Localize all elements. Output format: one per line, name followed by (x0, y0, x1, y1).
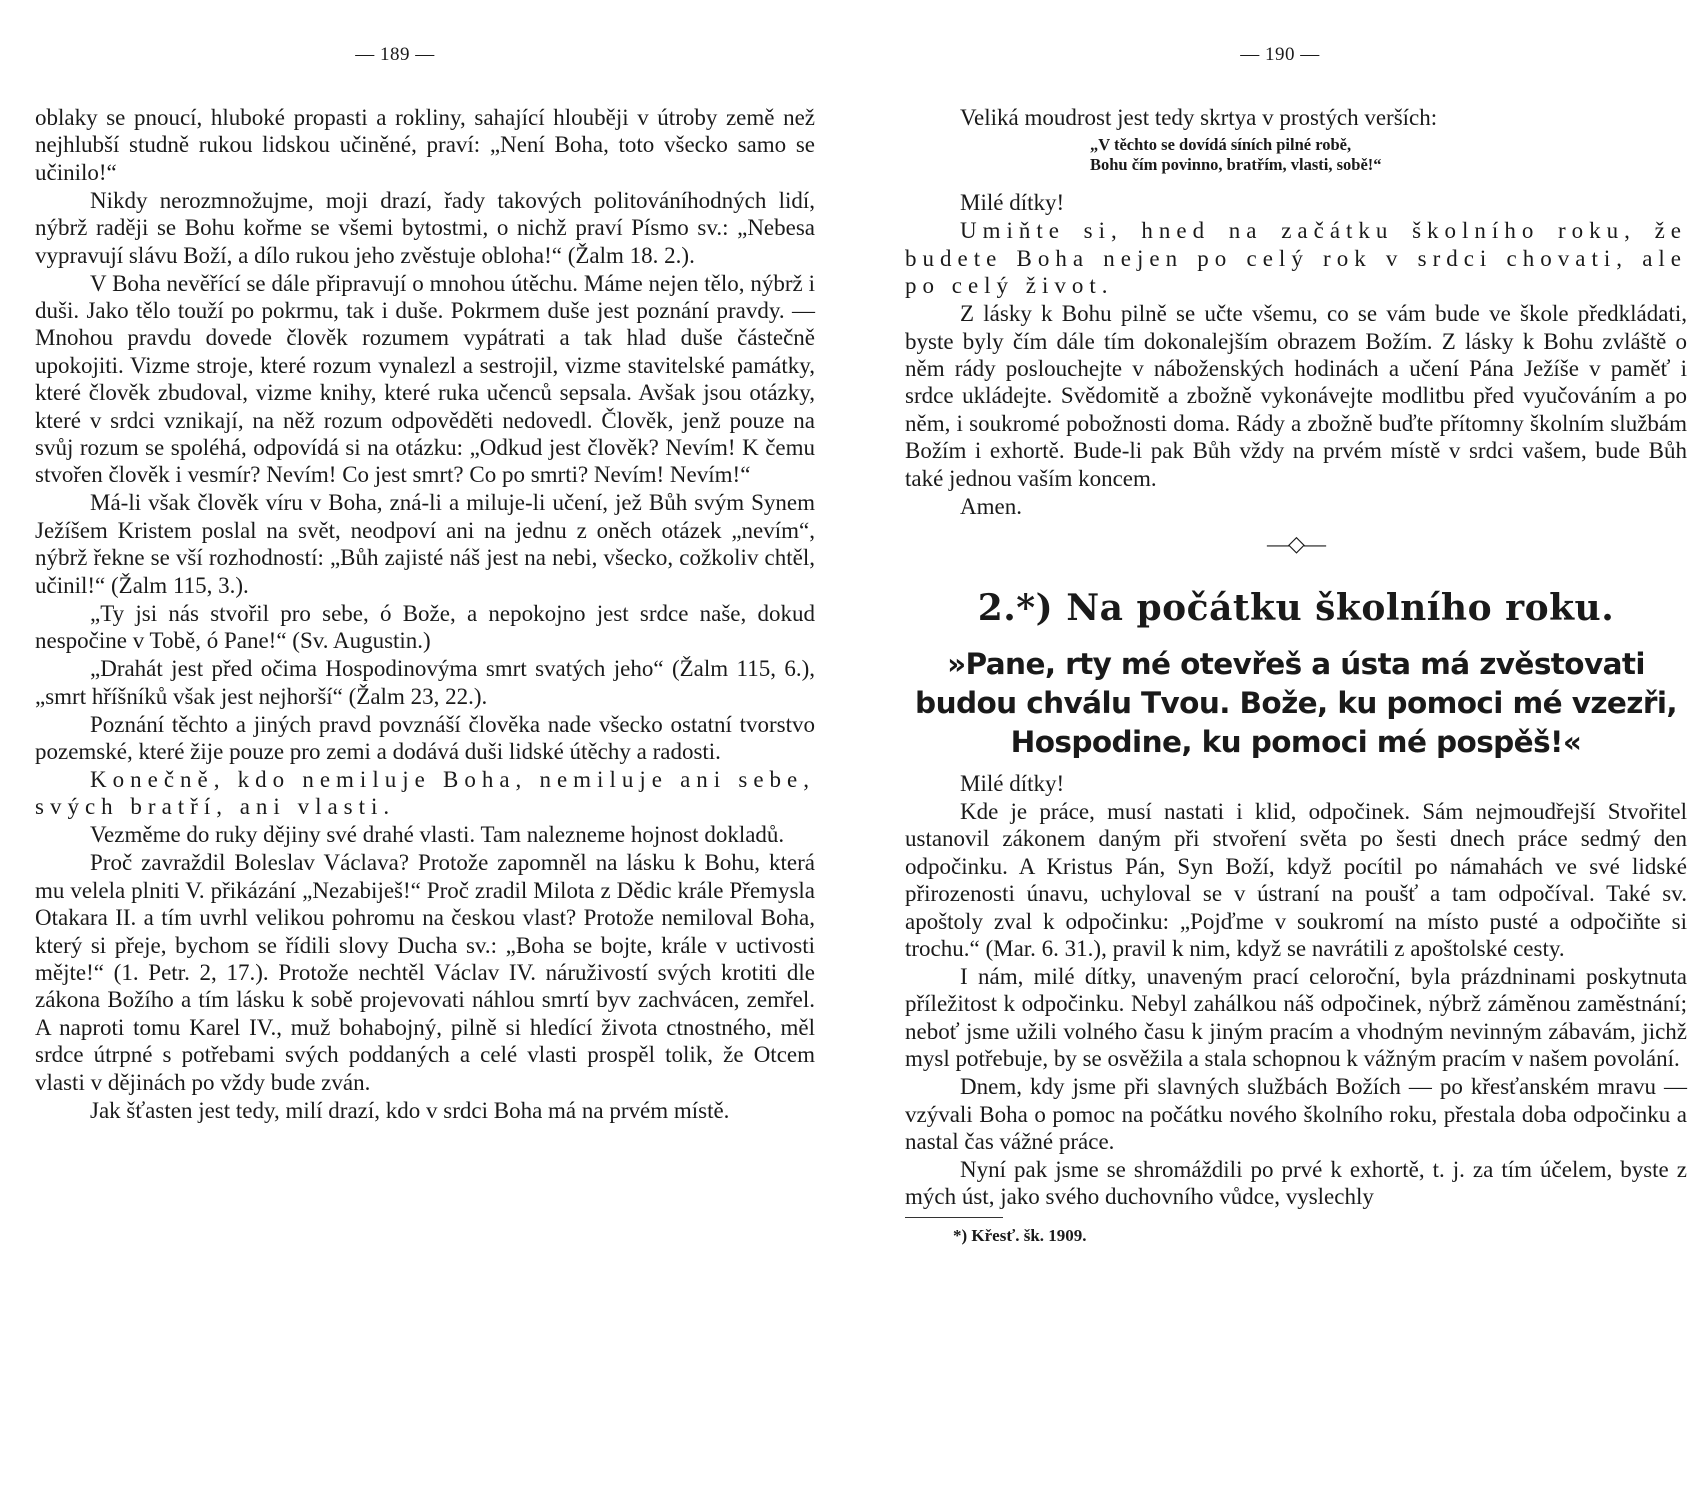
verse-motto (1090, 135, 1687, 175)
left-paragraph-10: Proč zavraždil Boleslav Václava? Protože zapomněl na lásku k Bohu, která mu velela plniti V. přikázání „Nezabiješ!“ Proč zradil Milota z Dědic krále Přemysla Otakara II. a tím uvrhl velikou pohromu na českou vlast? Protože nemiloval Boha, který si přeje, bychom se řídili slovy Ducha sv.: „Boha se bojte, krále v uctivosti mějte!“ (1. Petr. 2, 17.). Protože nechtěl Václav IV. náruživostí svých krotiti dle zákona Božího a tím lásku k sobě projevovati náhlou smrtí byv zachvácen, zemřel. A naproti tomu Karel IV., muž bohabojný, pilně si hledící života ctnostného, měl srdce útrpné s potřebami svých poddaných a celé vlasti prospěl tolik, že Otcem vlasti v dějinách po vždy bude zván. (35, 850, 815, 1095)
right-intro: Veliká moudrost jest tedy skrtya v prostých verších: (960, 105, 1438, 130)
right-page (905, 0, 1687, 1500)
right-paragraph-3: Dnem, kdy jsme při slavných službách Božích — po křesťanském mravu — vzývali Boha o pomoc na počátku nového školního roku, přestala doba odpočinku a nastal čas vážné práce. (905, 1074, 1687, 1154)
left-paragraph-11: Jak šťasten jest tedy, milí drazí, kdo v srdci Boha má na prvém místě. (90, 1097, 730, 1123)
left-page-number: — 189 — (355, 44, 435, 65)
left-paragraph-8: Konečně, kdo nemiluje Boha, nemiluje ani sebe, svých bratří, ani vlasti. (35, 766, 815, 820)
left-page (35, 0, 815, 1500)
left-paragraph-2: Nikdy nerozmnožujme, moji drazí, řady takových politováníhodných lidí, nýbrž raději se Bohu kořme se všemi bytostmi, o nichž praví Písmo sv.: „Nebesa vypravují slávu Boží, a dílo rukou jeho zvěstuje obloha!“ (Žalm 18. 2.). (35, 187, 815, 268)
right-page-number: — 190 — (1240, 44, 1320, 65)
left-paragraph-3: V Boha nevěřící se dále připravují o mnohou útěchu. Máme nejen tělo, nýbrž i duši. Jako tělo touží po pokrmu, tak i duše. Pokrmem duše jest poznání pravdy. — Mnohou pravdu dovede člověk rozumem vypátrati a tak hlad duše částečně upokojiti. Vizme stroje, které rozum vynalezl a sestrojil, vizme stavitelské památky, které člověk zbudoval, vizme knihy, které ruka učenců sepsala. Avšak jsou otázky, které v srdci vznikají, na něž rozum odpověděti nedovedl. Člověk, jenž pouze na svůj rozum se spoléhá, odpovídá si na otázku: „Odkud jest člověk? Nevím! K čemu stvořen člověk i vesmír? Nevím! Co jest smrt? Co po smrti? Nevím! Nevím!“ (35, 270, 815, 488)
right-page-body (905, 104, 1687, 1249)
left-paragraph-7: Poznání těchto a jiných pravd povznáší člověka nade všecko ostatní tvorstvo pozemské, které žije pouze pro zemi a dodává duši lidské útěchy a radosti. (35, 711, 815, 764)
footnote-divider (905, 1217, 1003, 1218)
closing-amen: Amen. (960, 493, 1022, 519)
salutation-2: Milé dítky! (960, 770, 1065, 796)
left-paragraph-4: Má-li však člověk víru v Boha, zná-li a miluje-li učení, jež Bůh svým Synem Ježíšem Kristem poslal na svět, neodpoví ani na jednu z oněch otázek „nevím“, nýbrž řekne se vší rozhodností: „Bůh zajisté náš jest na nebi, všecko, cožkoliv chtěl, učinil!“ (Žalm 115, 3.). (35, 490, 815, 598)
left-paragraph-9: Vezměme do ruky dějiny své drahé vlasti. Tam nalezneme hojnost dokladů. (90, 822, 785, 848)
right-paragraph-1: Kde je práce, musí nastati i klid, odpočinek. Sám nejmoudřejší Stvořitel ustanovil zákonem daným při stvoření světa po šesti dnech práce sedmý den odpočinku. A Kristus Pán, Syn Boží, když pocítil po námahách ve své lidské přirozenosti únavu, uchyloval se v ústraní na poušť a tam odpočíval. Také sv. apoštoly zval k odpočinku: „Pojďme v soukromí na místo pusté a odpočiňte si trochu.“ (Mar. 6. 31.), pravil k nim, když se navrátili z apoštolské cesty. (905, 798, 1687, 961)
section-ornament: —◇— (1267, 531, 1325, 557)
left-page-body (35, 104, 815, 1125)
left-paragraph-1: oblaky se pnoucí, hluboké propasti a rokliny, sahající hlouběji v útroby země než nejhlubší studně rukou lidskou učiněné, praví: „Není Boha, toto všecko samo se učinilo!“ (35, 105, 815, 185)
footnote: *) Křesť. šk. 1909. (953, 1225, 1087, 1245)
right-paragraph-resolve: Umiňte si, hned na začátku školního roku, že budete Boha nejen po celý rok v srdci chovati, ale po celý život. (905, 218, 1687, 299)
chapter-title: 2.*) Na počátku školního roku. (977, 587, 1615, 630)
left-paragraph-5: „Ty jsi nás stvořil pro sebe, ó Bože, a nepokojno jest srdce naše, dokud nespočine v Tobě, ó Pane!“ (Sv. Augustin.) (35, 600, 815, 654)
right-paragraph-love: Z lásky k Bohu pilně se učte všemu, co se vám bude ve škole předkládati, byste byly čím dále tím dokonalejším obrazem Božím. Z lásky k Bohu zvláště o něm rády poslouchejte v náboženských hodinách a učení Pána Ježíše v paměť i srdce ukládejte. Svědomitě a zbožně vykonávejte modlitbu před vyučováním a po něm, i soukromé pobožnosti doma. Rády a zbožně buďte přítomny školním službám Božím i exhortě. Bude-li pak Bůh vždy na prvém místě v srdci vašem, bude Bůh také jednou vaším koncem. (905, 301, 1687, 491)
motto-line-1: „V těchto se dovídá síních pilné robě, (1090, 135, 1352, 155)
motto-line-2: Bohu čím povinno, bratřím, vlasti, sobě!“ (1090, 155, 1382, 175)
salutation-1: Milé dítky! (960, 190, 1065, 216)
right-paragraph-2: I nám, milé dítky, unaveným prací celoroční, byla prázdninami poskytnuta příležitost k odpočinku. Nebyl zahálkou náš odpočinek, nýbrž záměnou zaměstnání; neboť jsme užili volného času k jiným pracím a vhodným nevinným zábavám, jichž mysl potřebuje, by se osvěžila a stala schopnou k vážným pracím v našem povolání. (905, 963, 1687, 1072)
chapter-epigraph: »Pane, rty mé otevřeš a ústa má zvěstovati budou chválu Tvou. Bože, ku pomoci mé vzezři, Hospodine, ku pomoci mé pospěš!« (915, 646, 1677, 759)
right-paragraph-4: Nyní pak jsme se shromáždili po prvé k exhortě, t. j. za tím účelem, byste z mých úst, jako svého duchovního vůdce, vyslechly (905, 1156, 1687, 1210)
left-paragraph-6: „Drahát jest před očima Hospodinovýma smrt svatých jeho“ (Žalm 115, 6.), „smrt hříšníků však jest nejhorší“ (Žalm 23, 22.). (35, 656, 815, 709)
